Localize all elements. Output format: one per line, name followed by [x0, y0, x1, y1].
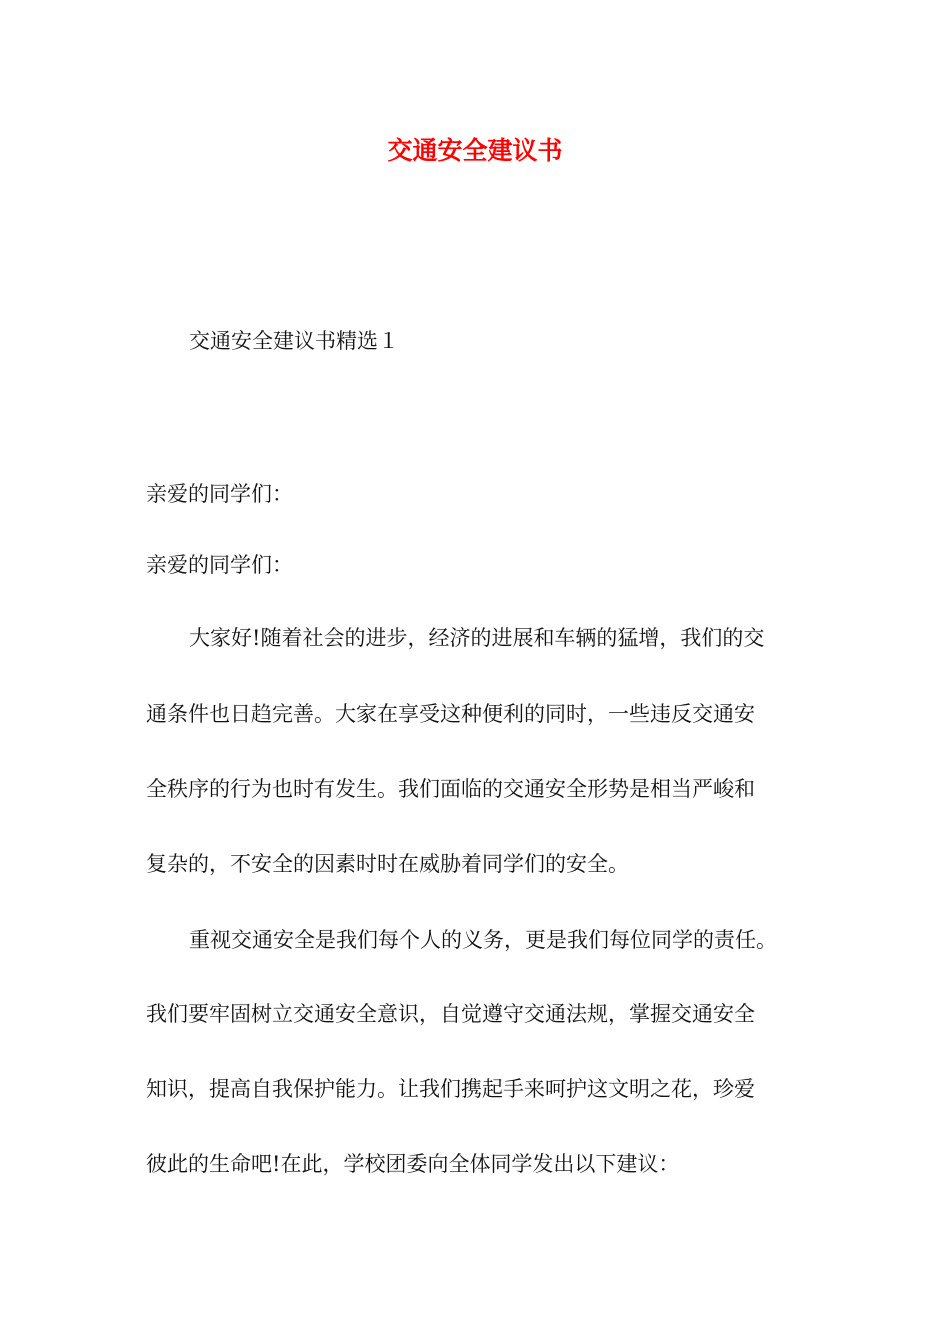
- paragraph-line: 重视交通安全是我们每个人的义务，更是我们每位同学的责任。: [189, 928, 777, 952]
- paragraph-line: 知识，提高自我保护能力。让我们携起手来呵护这文明之花，珍爱: [146, 1077, 755, 1101]
- paragraph-line: 大家好!随着社会的进步，经济的进展和车辆的猛增，我们的交: [189, 626, 765, 650]
- salutation-line: 亲爱的同学们：: [146, 553, 293, 577]
- salutation-line: 亲爱的同学们：: [146, 482, 293, 506]
- paragraph-line: 我们要牢固树立交通安全意识，自觉遵守交通法规，掌握交通安全: [146, 1002, 755, 1026]
- document-title: 交通安全建议书: [387, 136, 563, 165]
- paragraph-line: 全秩序的行为也时有发生。我们面临的交通安全形势是相当严峻和: [146, 777, 755, 801]
- paragraph-line: 复杂的，不安全的因素时时在威胁着同学们的安全。: [146, 852, 629, 876]
- paragraph-line: 通条件也日趋完善。大家在享受这种便利的同时，一些违反交通安: [146, 702, 755, 726]
- section-heading: 交通安全建议书精选１: [189, 329, 399, 353]
- paragraph-line: 彼此的生命吧!在此，学校团委向全体同学发出以下建议：: [146, 1152, 680, 1176]
